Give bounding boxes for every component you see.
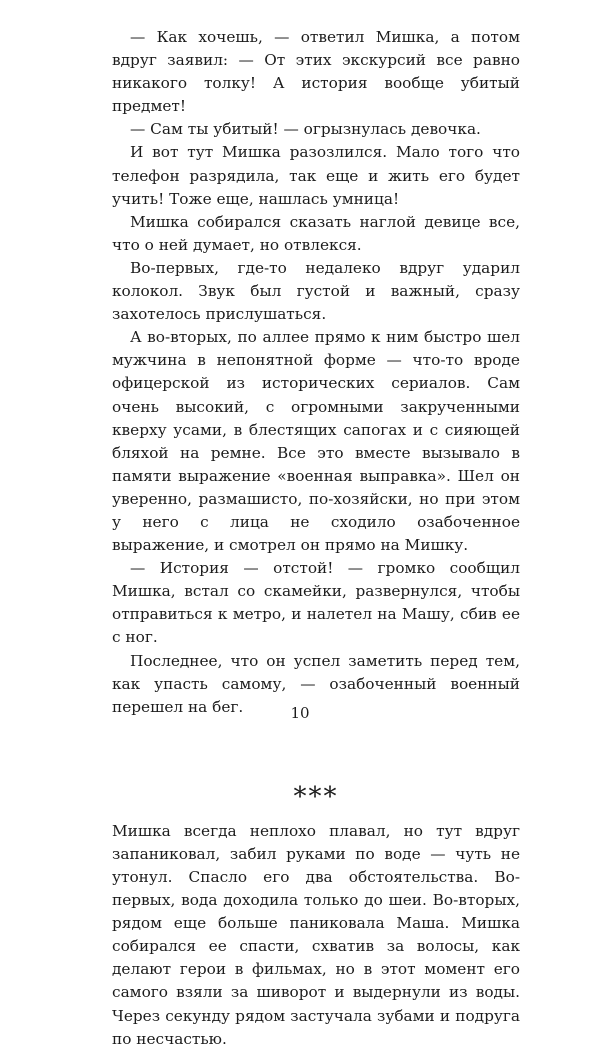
paragraph-4: Мишка собирался сказать наглой девице все, что о ней думает, но отвлекся. <box>112 212 520 254</box>
paragraph-2: — Сам ты убитый! — огрызнулась девочка. <box>130 120 481 139</box>
paragraph-8: Последнее, что он успел заметить перед тем, как упасть самому, — озабоченный военный перешел на бег. <box>112 651 520 716</box>
paragraph-3: И вот тут Мишка разозлился. Мало того что телефон разрядила, так еще и жить его будет учить! Тоже еще, нашлась умница! <box>112 143 520 208</box>
paragraph-1: — Как хочешь, — ответил Мишка, а потом вдруг заявил: — От этих экскурсий все равно никакого толку! А история вообще убитый предмет! <box>112 28 520 116</box>
paragraph-7: — История — отстой! — громко сообщил Мишка, встал со скамейки, развернулся, чтобы отправиться к метро, и налетел на Машу, сбив ее с ног. <box>112 559 520 647</box>
page-number: 10 <box>290 704 310 722</box>
paragraph-5: Во-первых, где-то недалеко вдруг ударил колокол. Звук был густой и важный, сразу захотелось прислушаться. <box>112 258 520 324</box>
book-page <box>112 26 520 1051</box>
section-divider: *** <box>293 781 339 812</box>
paragraph-9: Мишка всегда неплохо плавал, но тут вдруг запаниковал, забил руками по воде — чуть не утонул. Спасло его два обстоятельства. Во-первых, вода доходила только до шеи. Во-вторых, рядом еще больше паниковала Маша. Мишка собирался ее спасти, схватив за волосы, как делают герои в фильмах, но в этот момент его самого взяли за шиворот и выдернули из воды. Через секунду рядом застучала зубами и подруга по несчастью. <box>112 821 520 1048</box>
paragraph-6: А во-вторых, по аллее прямо к ним быстро шел мужчина в непонятной форме — что-то вроде офицерской из исторических сериалов. Сам очень высокий, с огромными закрученными кверху усами, в блестящих сапогах и с сияющей бляхой на ремне. Все это вместе вызывало в памяти выражение «военная выправка». Шел он уверенно, размашисто, по-хозяйски, но при этом у него с лица не сходило озабоченное выражение, и смотрел он прямо на Мишку. <box>112 328 520 555</box>
